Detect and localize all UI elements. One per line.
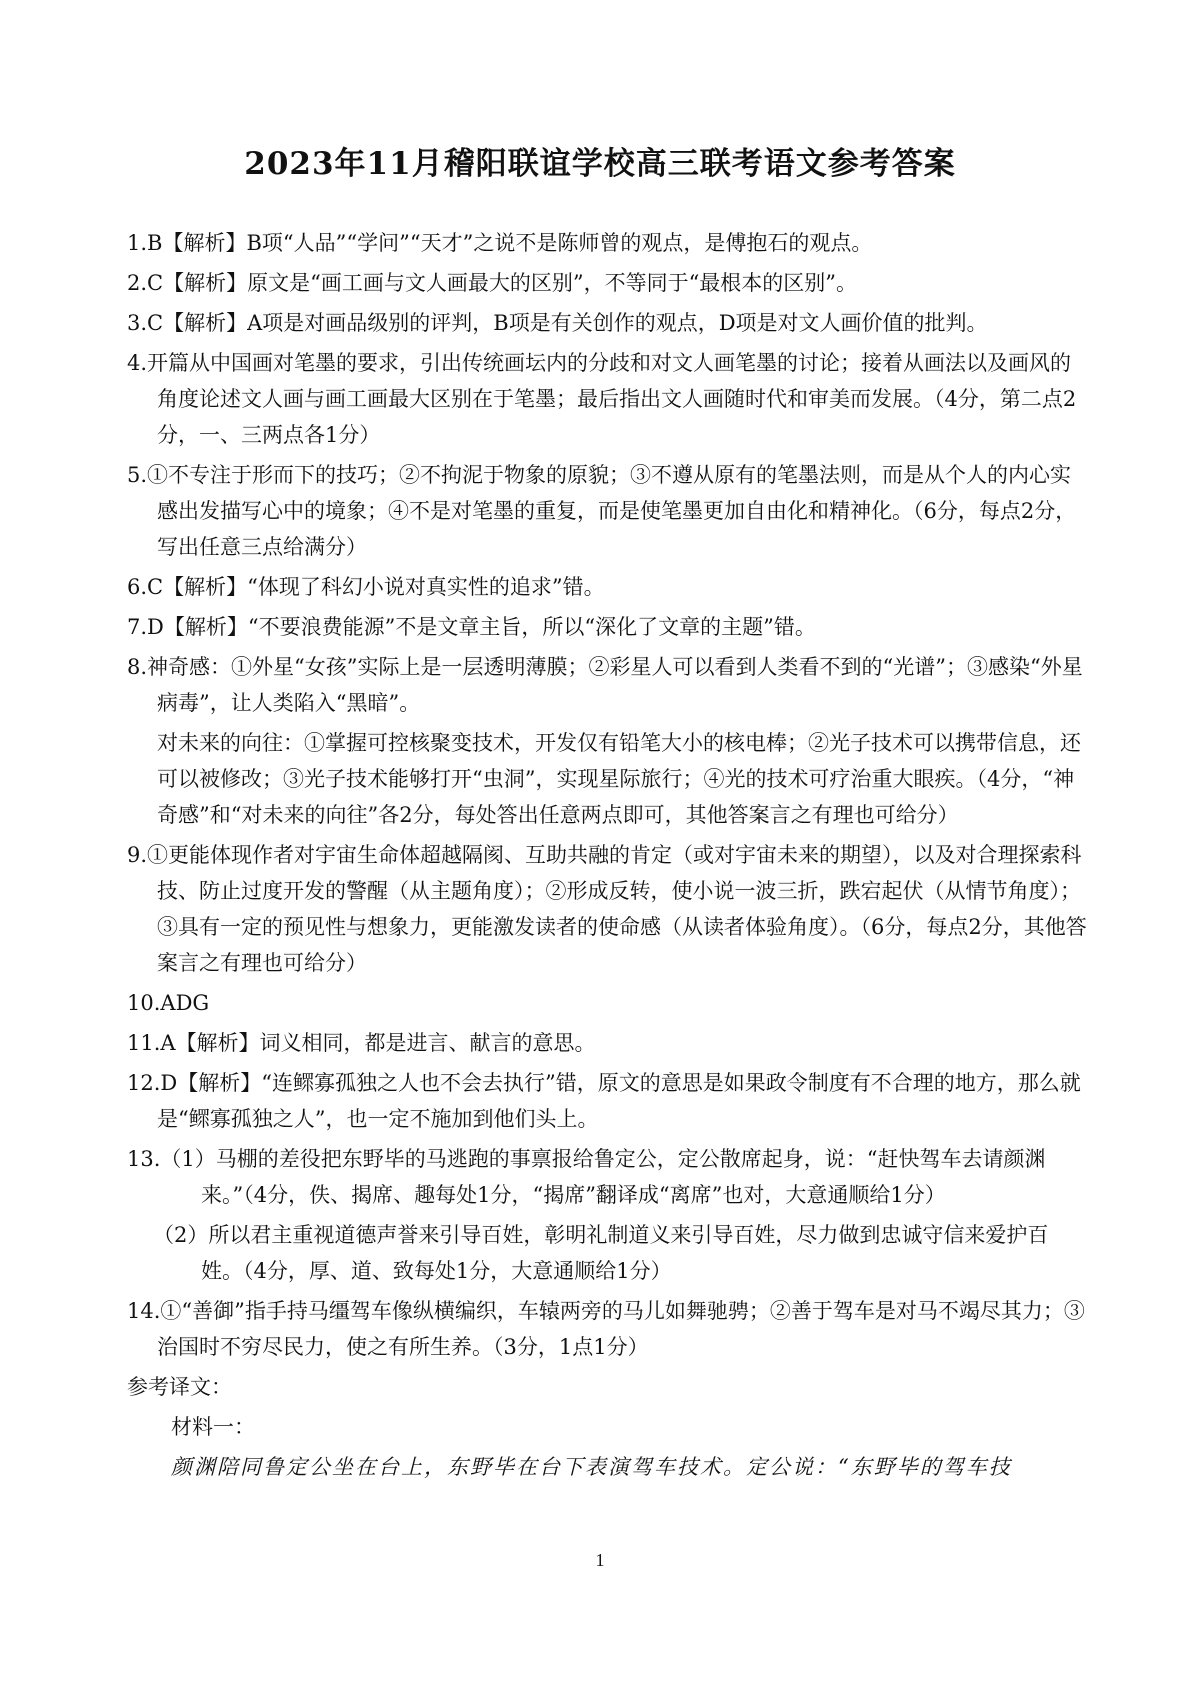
answer-6: 6.C【解析】“体现了科幻小说对真实性的追求”错。 — [127, 575, 605, 599]
answer-9: 9.①更能体现作者对宇宙生命体超越隔阂、互助共融的肯定（或对宇宙未来的期望），以及对合理探索科技、防止过度开发的警醒（从主题角度）；②形成反转，使小说一波三折，跌宕起伏（从情节角度）；③具有一定的预见性与想象力，更能激发读者的使命感（从读者体验角度）。（6分，每点2分，其他答案言之有理也可给分） — [127, 843, 1087, 975]
page-number: 1 — [595, 1550, 605, 1570]
answer-10: 10.ADG — [127, 991, 210, 1015]
answer-5: 5.①不专注于形而下的技巧；②不拘泥于物象的原貌；③不遵从原有的笔墨法则，而是从个人的内心实感出发描写心中的境象；④不是对笔墨的重复，而是使笔墨更加自由化和精神化。（6分，每点2分，写出任意三点给满分） — [127, 463, 1077, 559]
answer-13-part-1: 13.（1）马棚的差役把东野毕的马逃跑的事禀报给鲁定公，定公散席起身，说：“赶快驾车去请颜渊来。”（4分，佚、揭席、趣每处1分，“揭席”翻译成“离席”也对，大意通顺给1分） — [127, 1147, 1046, 1207]
answer-3: 3.C【解析】A项是对画品级别的评判，B项是有关创作的观点，D项是对文人画价值的批判。 — [127, 311, 988, 335]
answer-8-continued: 对未来的向往：①掌握可控核聚变技术，开发仅有铅笔大小的核电棒；②光子技术可以携带信息，还可以被修改；③光子技术能够打开“虫洞”，实现星际旅行；④光的技术可疗治重大眼疾。（4分，“神奇感”和“对未来的向往”各2分，每处答出任意两点即可，其他答案言之有理也可给分） — [157, 731, 1081, 827]
answer-7: 7.D【解析】“不要浪费能源”不是文章主旨，所以“深化了文章的主题”错。 — [127, 615, 816, 639]
answer-13-part-2: （2）所以君主重视道德声誉来引导百姓，彰明礼制道义来引导百姓，尽力做到忠诚守信来爱护百姓。（4分，厚、道、致每处1分，大意通顺给1分） — [153, 1223, 1049, 1283]
answer-1: 1.B【解析】B项“人品”“学问”“天才”之说不是陈师曾的观点，是傅抱石的观点。 — [127, 231, 873, 255]
page-title: 2023年11月稽阳联谊学校高三联考语文参考答案 — [244, 146, 956, 182]
answer-14: 14.①“善御”指手持马缰驾车像纵横编织，车辕两旁的马儿如舞驰骋；②善于驾车是对马不竭尽其力；③治国时不穷尽民力，使之有所生养。（3分，1点1分） — [127, 1299, 1085, 1359]
answer-2: 2.C【解析】原文是“画工画与文人画最大的区别”，不等同于“最根本的区别”。 — [127, 271, 858, 295]
answer-body — [127, 225, 1087, 1485]
answer-12: 12.D【解析】“连鳏寡孤独之人也不会去执行”错，原文的意思是如果政令制度有不合理的地方，那么就是“鳏寡孤独之人”，也一定不施加到他们头上。 — [127, 1071, 1081, 1131]
material-one-label: 材料一： — [171, 1415, 255, 1439]
answer-8: 8.神奇感：①外星“女孩”实际上是一层透明薄膜；②彩星人可以看到人类看不到的“光谱”；③感染“外星病毒”，让人类陷入“黑暗”。 — [127, 655, 1083, 715]
reference-translation-label: 参考译文： — [127, 1375, 232, 1399]
translation-text: 颜渊陪同鲁定公坐在台上，东野毕在台下表演驾车技术。定公说：“东野毕的驾车技 — [171, 1455, 1012, 1479]
answer-4: 4.开篇从中国画对笔墨的要求，引出传统画坛内的分歧和对文人画笔墨的讨论；接着从画法以及画风的角度论述文人画与画工画最大区别在于笔墨；最后指出文人画随时代和审美而发展。（4分，第二点2分，一、三两点各1分） — [127, 351, 1077, 447]
answer-11: 11.A【解析】词义相同，都是进言、献言的意思。 — [127, 1031, 596, 1055]
